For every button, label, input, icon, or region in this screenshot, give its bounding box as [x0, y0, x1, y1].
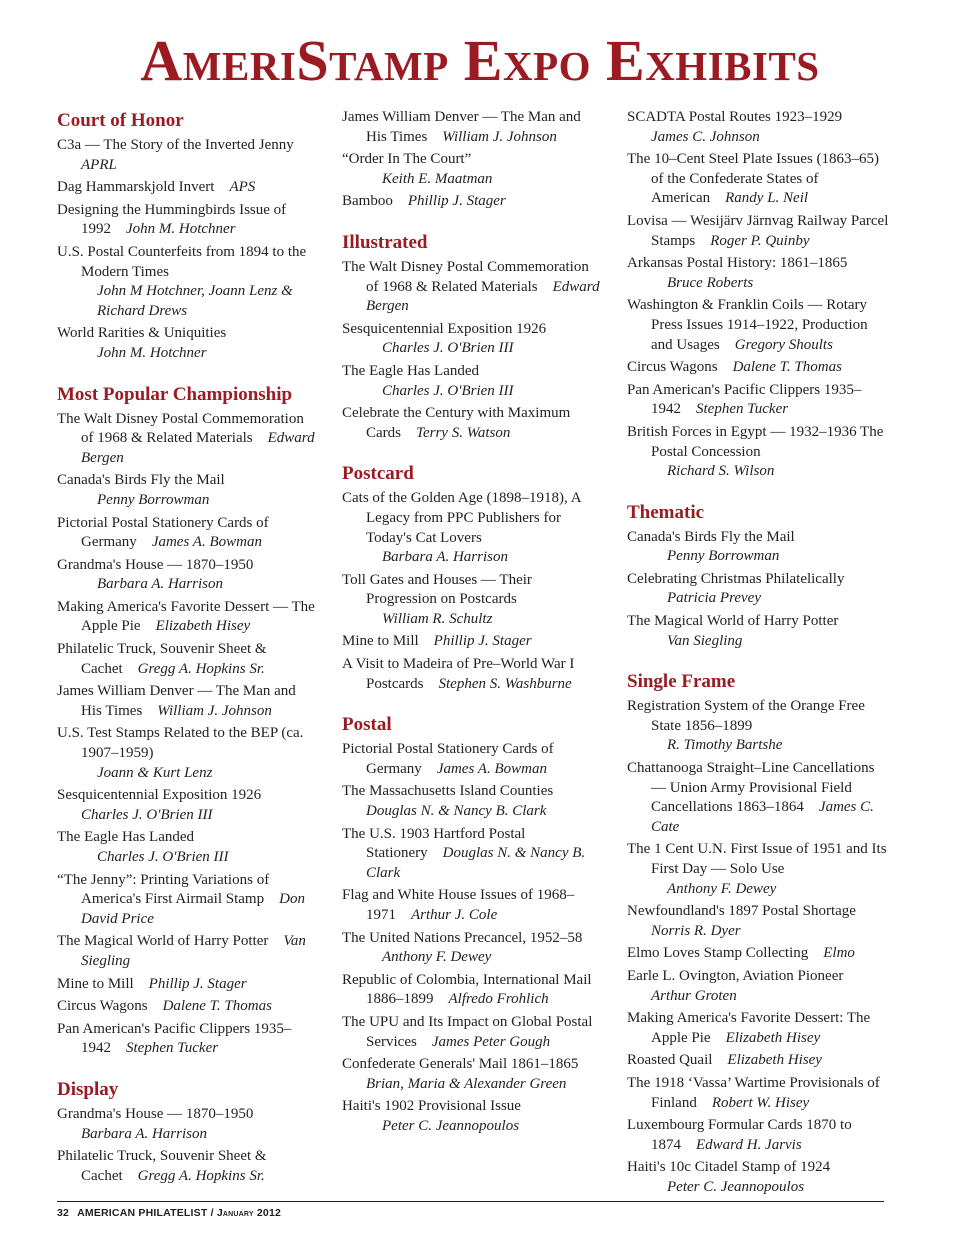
exhibit-title: Dag Hammarskjold Invert [57, 179, 215, 196]
exhibit-entry [627, 570, 889, 609]
exhibit-entry [627, 697, 889, 756]
exhibit-title: Philatelic Truck, Souvenir Sheet & Cachet [57, 641, 267, 677]
exhibit-title: Arkansas Postal History: 1861–1865 [627, 255, 848, 272]
exhibit-title: The Magical World of Harry Potter [57, 933, 269, 950]
exhibitor-name: Peter C. Jeannopoulos [382, 1117, 520, 1134]
exhibitor-name: James C. Johnson [651, 128, 760, 145]
exhibit-entry [342, 1013, 604, 1052]
exhibit-entry [57, 1020, 319, 1059]
exhibit-entry [342, 258, 604, 317]
column-1 [57, 108, 319, 1189]
exhibitor-name: John M Hotchner, Joann Lenz & Richard Drews [97, 283, 293, 319]
exhibit-entry [627, 840, 889, 899]
exhibitor-name: Phillip J. Stager [148, 975, 247, 992]
exhibitor-name: Dalene T. Thomas [162, 998, 272, 1015]
exhibit-title: Making America's Favorite Dessert — The Apple Pie [57, 598, 315, 635]
exhibitor-name: Dalene T. Thomas [732, 359, 842, 376]
exhibit-title: Pan American's Pacific Clippers 1935–1942 [57, 1020, 292, 1057]
section-heading: Most Popular Championship [57, 383, 293, 405]
exhibit-entry [57, 598, 319, 637]
exhibitor-name: Elizabeth Hisey [155, 618, 251, 635]
exhibit-title: Celebrating Christmas Philatelically [627, 570, 845, 587]
exhibit-title: A Visit to Madeira of Pre–World War I Postcards [342, 656, 575, 692]
exhibit-title: Haiti's 1902 Provisional Issue [342, 1098, 521, 1115]
exhibit-title: “Order In The Court” [342, 151, 472, 168]
exhibit-entry [342, 192, 604, 212]
exhibitor-name: Stephen S. Washburne [438, 675, 572, 692]
exhibit-entry [342, 362, 604, 401]
exhibit-entry [627, 1074, 889, 1113]
exhibit-title: Mine to Mill [342, 633, 419, 650]
exhibitor-name: Edward Bergen [366, 278, 600, 315]
section-heading: Thematic [627, 501, 705, 523]
footer [57, 1207, 281, 1219]
exhibitor-name: Arthur Groten [651, 987, 737, 1004]
section-heading: Display [57, 1078, 119, 1100]
exhibit-entry [342, 929, 604, 968]
exhibitor-name: Edward H. Jarvis [696, 1136, 802, 1153]
exhibit-title: James William Denver — The Man and His Times [342, 109, 581, 145]
exhibit-entry [57, 682, 319, 721]
exhibit-title: Sesquicentennial Exposition 1926 [57, 787, 262, 804]
exhibit-entry [57, 932, 319, 971]
exhibitor-name: Peter C. Jeannopoulos [667, 1178, 805, 1195]
exhibit-entry [627, 150, 889, 209]
exhibit-entry [342, 886, 604, 925]
exhibitor-name: Penny Borrowman [97, 491, 210, 508]
exhibitor-name: Robert W. Hisey [711, 1094, 810, 1111]
exhibitor-name: William R. Schultz [382, 610, 493, 627]
exhibit-title: The United Nations Precancel, 1952–58 [342, 929, 583, 946]
exhibitor-name: Elmo [823, 945, 855, 962]
page-title: AmeriStamp Expo Exhibits [140, 28, 820, 93]
exhibit-entry [627, 528, 889, 567]
exhibitor-name: Patricia Prevey [667, 590, 761, 607]
exhibitor-name: Gregory Shoults [734, 336, 833, 353]
exhibit-title: The Massachusetts Island Counties [342, 783, 554, 800]
exhibitor-name: Edward Bergen [81, 430, 315, 466]
exhibit-entry [57, 640, 319, 679]
exhibitor-name: John M. Hotchner [126, 221, 236, 238]
exhibit-title: British Forces in Egypt — 1932–1936 The Postal Concession [627, 423, 884, 460]
exhibit-entry [342, 825, 604, 884]
exhibit-title: C3a — The Story of the Inverted Jenny [57, 137, 294, 153]
exhibitor-name: James Peter Gough [431, 1033, 551, 1050]
exhibitor-name: Barbara A. Harrison [81, 1125, 207, 1142]
exhibitor-name: William J. Johnson [157, 702, 272, 719]
exhibit-title: Bamboo [342, 193, 393, 210]
exhibitor-name: APS [229, 179, 256, 196]
exhibit-title: Pan American's Pacific Clippers 1935–1942 [627, 381, 862, 418]
exhibitor-name: Van Siegling [81, 933, 306, 969]
exhibitor-name: Gregg A. Hopkins Sr. [137, 1167, 265, 1184]
exhibit-entry [627, 212, 889, 251]
exhibit-entry [57, 786, 319, 825]
exhibitor-name: Norris R. Dyer [651, 922, 741, 939]
exhibitor-name: Roger P. Quinby [710, 232, 810, 249]
exhibitor-name: Penny Borrowman [667, 548, 780, 565]
exhibit-title: U.S. Postal Counterfeits from 1894 to the Modern Times [57, 243, 307, 280]
exhibit-title: Luxembourg Formular Cards 1870 to 1874 [627, 1117, 852, 1153]
exhibit-entry [342, 655, 604, 694]
exhibitor-name: Gregg A. Hopkins Sr. [137, 660, 265, 677]
exhibitor-name: Alfredo Frohlich [448, 991, 549, 1008]
exhibit-entry [57, 201, 319, 240]
exhibitor-name: Keith E. Maatman [382, 170, 493, 187]
exhibit-title: Designing the Hummingbirds Issue of 1992 [57, 201, 287, 238]
exhibit-title: The 10–Cent Steel Plate Issues (1863–65) of the Confederate States of American [627, 151, 880, 207]
exhibit-title: Elmo Loves Stamp Collecting [627, 945, 809, 962]
column-3 [627, 108, 889, 1201]
exhibit-title: “The Jenny”: Printing Variations of America's First Airmail Stamp [57, 871, 270, 908]
exhibitor-name: Elizabeth Hisey [725, 1029, 821, 1046]
exhibitor-name: Terry S. Watson [416, 424, 511, 441]
exhibitor-name: Douglas N. & Nancy B. Clark [366, 845, 586, 881]
exhibit-entry [57, 724, 319, 783]
exhibitor-name: Anthony F. Dewey [667, 880, 777, 897]
exhibit-title: The 1 Cent U.N. First Issue of 1951 and Its First Day — Solo Use [627, 841, 887, 877]
exhibit-title: Pictorial Postal Stationery Cards of Germany [342, 741, 554, 777]
exhibit-entry [627, 423, 889, 482]
exhibit-title: Lovisa — Wesijärv Järnvag Railway Parcel Stamps [627, 212, 889, 249]
exhibit-entry [57, 324, 319, 363]
exhibit-title: Grandma's House — 1870–1950 [57, 556, 254, 573]
page-number: 32 [57, 1207, 70, 1219]
exhibit-entry [57, 975, 319, 995]
exhibit-entry [57, 243, 319, 321]
exhibit-title: Circus Wagons [627, 359, 718, 376]
exhibit-entry [342, 1097, 604, 1136]
section-heading: Postcard [342, 463, 414, 485]
exhibitor-name: Van Siegling [667, 632, 743, 649]
exhibitor-name: James C. Cate [651, 799, 874, 835]
exhibit-entry [342, 404, 604, 443]
exhibit-entry [342, 571, 604, 630]
exhibitor-name: Brian, Maria & Alexander Green [366, 1075, 567, 1092]
exhibit-title: Washington & Franklin Coils — Rotary Press Issues 1914–1922, Production and Usages [627, 297, 868, 353]
exhibit-entry [342, 740, 604, 779]
exhibit-entry [57, 514, 319, 553]
exhibit-title: Republic of Colombia, International Mail 1886–1899 [342, 971, 592, 1008]
exhibit-title: Canada's Birds Fly the Mail [627, 528, 795, 545]
exhibit-title: The Walt Disney Postal Commemoration of 1968 & Related Materials [57, 410, 304, 447]
exhibit-entry [57, 471, 319, 510]
exhibit-entry [627, 254, 889, 293]
exhibit-title: Flag and White House Issues of 1968–1971 [342, 887, 575, 923]
exhibitor-name: Arthur J. Cole [411, 907, 498, 923]
exhibit-title: Mine to Mill [57, 975, 134, 992]
exhibit-title: Earle L. Ovington, Aviation Pioneer [627, 967, 844, 984]
exhibitor-name: APRL [81, 156, 117, 173]
footer-separator: / [207, 1207, 217, 1219]
exhibitor-name: R. Timothy Bartshe [667, 737, 783, 754]
exhibit-title: Celebrate the Century with Maximum Cards [342, 405, 571, 441]
section-heading: Court of Honor [57, 110, 184, 131]
exhibit-entry [627, 967, 889, 1006]
exhibit-title: Roasted Quail [627, 1052, 713, 1069]
exhibitor-name: Stephen Tucker [126, 1040, 219, 1057]
exhibitor-name: Bruce Roberts [667, 274, 754, 291]
exhibit-title: The UPU and Its Impact on Global Postal Services [342, 1013, 593, 1050]
exhibit-title: Newfoundland's 1897 Postal Shortage [627, 903, 856, 920]
exhibitor-name: Elizabeth Hisey [727, 1052, 822, 1069]
exhibit-entry [627, 1158, 889, 1197]
exhibitor-name: James A. Bowman [151, 534, 262, 551]
exhibit-title: James William Denver — The Man and His Times [57, 683, 296, 719]
exhibit-title: The U.S. 1903 Hartford Postal Stationery [342, 825, 526, 862]
exhibitor-name: Phillip J. Stager [433, 633, 532, 650]
exhibit-title: SCADTA Postal Routes 1923–1929 [627, 109, 843, 125]
exhibit-title: Sesquicentennial Exposition 1926 [342, 320, 547, 337]
exhibit-entry [57, 871, 319, 930]
exhibit-entry [57, 410, 319, 469]
exhibit-entry [342, 782, 604, 821]
exhibit-title: The 1918 ‘Vassa’ Wartime Provisionals of Finland [627, 1074, 880, 1111]
exhibit-title: Toll Gates and Houses — Their Progression on Postcards [342, 571, 532, 608]
exhibitor-name: James A. Bowman [436, 760, 547, 777]
exhibitor-name: Phillip J. Stager [407, 193, 506, 210]
exhibit-title: Haiti's 10c Citadel Stamp of 1924 [627, 1159, 831, 1176]
exhibit-entry [57, 136, 319, 175]
exhibitor-name: Charles J. O'Brien III [382, 340, 514, 357]
exhibit-title: The Eagle Has Landed [342, 362, 480, 379]
issue-date: January 2012 [216, 1207, 282, 1219]
footer-rule [57, 1201, 884, 1202]
exhibit-entry [342, 320, 604, 359]
exhibit-title: Chattanooga Straight–Line Cancellations — Union Army Provisional Field Cancellations 1863–1864 [627, 760, 875, 816]
exhibit-entry [57, 997, 319, 1017]
exhibit-entry [342, 971, 604, 1010]
exhibit-entry [342, 150, 604, 189]
exhibit-entry [627, 296, 889, 355]
exhibit-entry [342, 632, 604, 652]
exhibit-entry [57, 828, 319, 867]
exhibit-entry [627, 1116, 889, 1155]
exhibit-entry [627, 944, 889, 964]
exhibitor-name: John M. Hotchner [97, 344, 207, 361]
exhibit-entry [627, 1051, 889, 1071]
exhibit-entry [627, 759, 889, 837]
exhibitor-name: Richard S. Wilson [667, 463, 775, 480]
exhibit-title: Making America's Favorite Dessert: The Apple Pie [627, 1010, 871, 1046]
exhibit-title: Grandma's House — 1870–1950 [57, 1105, 254, 1122]
section-heading: Postal [342, 714, 392, 736]
section-heading: Single Frame [627, 671, 736, 693]
exhibit-title: U.S. Test Stamps Related to the BEP (ca. 1907–1959) [57, 725, 304, 762]
section-heading: Illustrated [342, 231, 428, 253]
exhibitor-name: Barbara A. Harrison [382, 549, 508, 566]
exhibit-title: The Magical World of Harry Potter [627, 613, 839, 630]
exhibitor-name: Charles J. O'Brien III [81, 806, 213, 823]
exhibit-entry [342, 1055, 604, 1094]
exhibitor-name: William J. Johnson [442, 128, 557, 145]
exhibit-entry [627, 381, 889, 420]
exhibitor-name: Barbara A. Harrison [97, 576, 223, 593]
exhibitor-name: Anthony F. Dewey [382, 949, 492, 966]
exhibit-title: The Eagle Has Landed [57, 829, 195, 846]
exhibit-entry [627, 358, 889, 378]
exhibit-entry [627, 1009, 889, 1048]
exhibitor-name: Randy L. Neil [725, 190, 809, 207]
exhibit-entry [57, 1105, 319, 1144]
exhibit-title: World Rarities & Uniquities [57, 325, 227, 342]
exhibit-entry [342, 489, 604, 567]
exhibit-title: Cats of the Golden Age (1898–1918), A Legacy from PPC Publishers for Today's Cat Lovers [342, 490, 581, 546]
exhibitor-name: Don David Price [81, 891, 305, 927]
publication-name: AMERICAN PHILATELIST [77, 1207, 208, 1219]
exhibitor-name: Charles J. O'Brien III [382, 382, 514, 399]
exhibit-entry [57, 178, 319, 198]
exhibit-entry [57, 556, 319, 595]
exhibitor-name: Stephen Tucker [696, 401, 789, 418]
exhibit-title: Circus Wagons [57, 998, 148, 1015]
exhibitor-name: Joann & Kurt Lenz [97, 764, 213, 781]
exhibit-entry [627, 902, 889, 941]
exhibit-title: Pictorial Postal Stationery Cards of Germany [57, 514, 269, 551]
exhibit-entry [627, 108, 889, 147]
exhibit-title: Registration System of the Orange Free State 1856–1899 [627, 698, 865, 734]
exhibit-title: Confederate Generals' Mail 1861–1865 [342, 1056, 579, 1073]
column-2 [342, 108, 604, 1140]
exhibit-entry [57, 1147, 319, 1186]
exhibit-entry [627, 612, 889, 651]
exhibitor-name: Charles J. O'Brien III [97, 849, 229, 865]
exhibit-title: Canada's Birds Fly the Mail [57, 472, 225, 489]
exhibit-title: The Walt Disney Postal Commemoration of 1968 & Related Materials [342, 258, 589, 295]
exhibit-title: Philatelic Truck, Souvenir Sheet & Cachet [57, 1148, 267, 1184]
exhibit-entry [342, 108, 604, 147]
exhibitor-name: Douglas N. & Nancy B. Clark [366, 803, 547, 820]
